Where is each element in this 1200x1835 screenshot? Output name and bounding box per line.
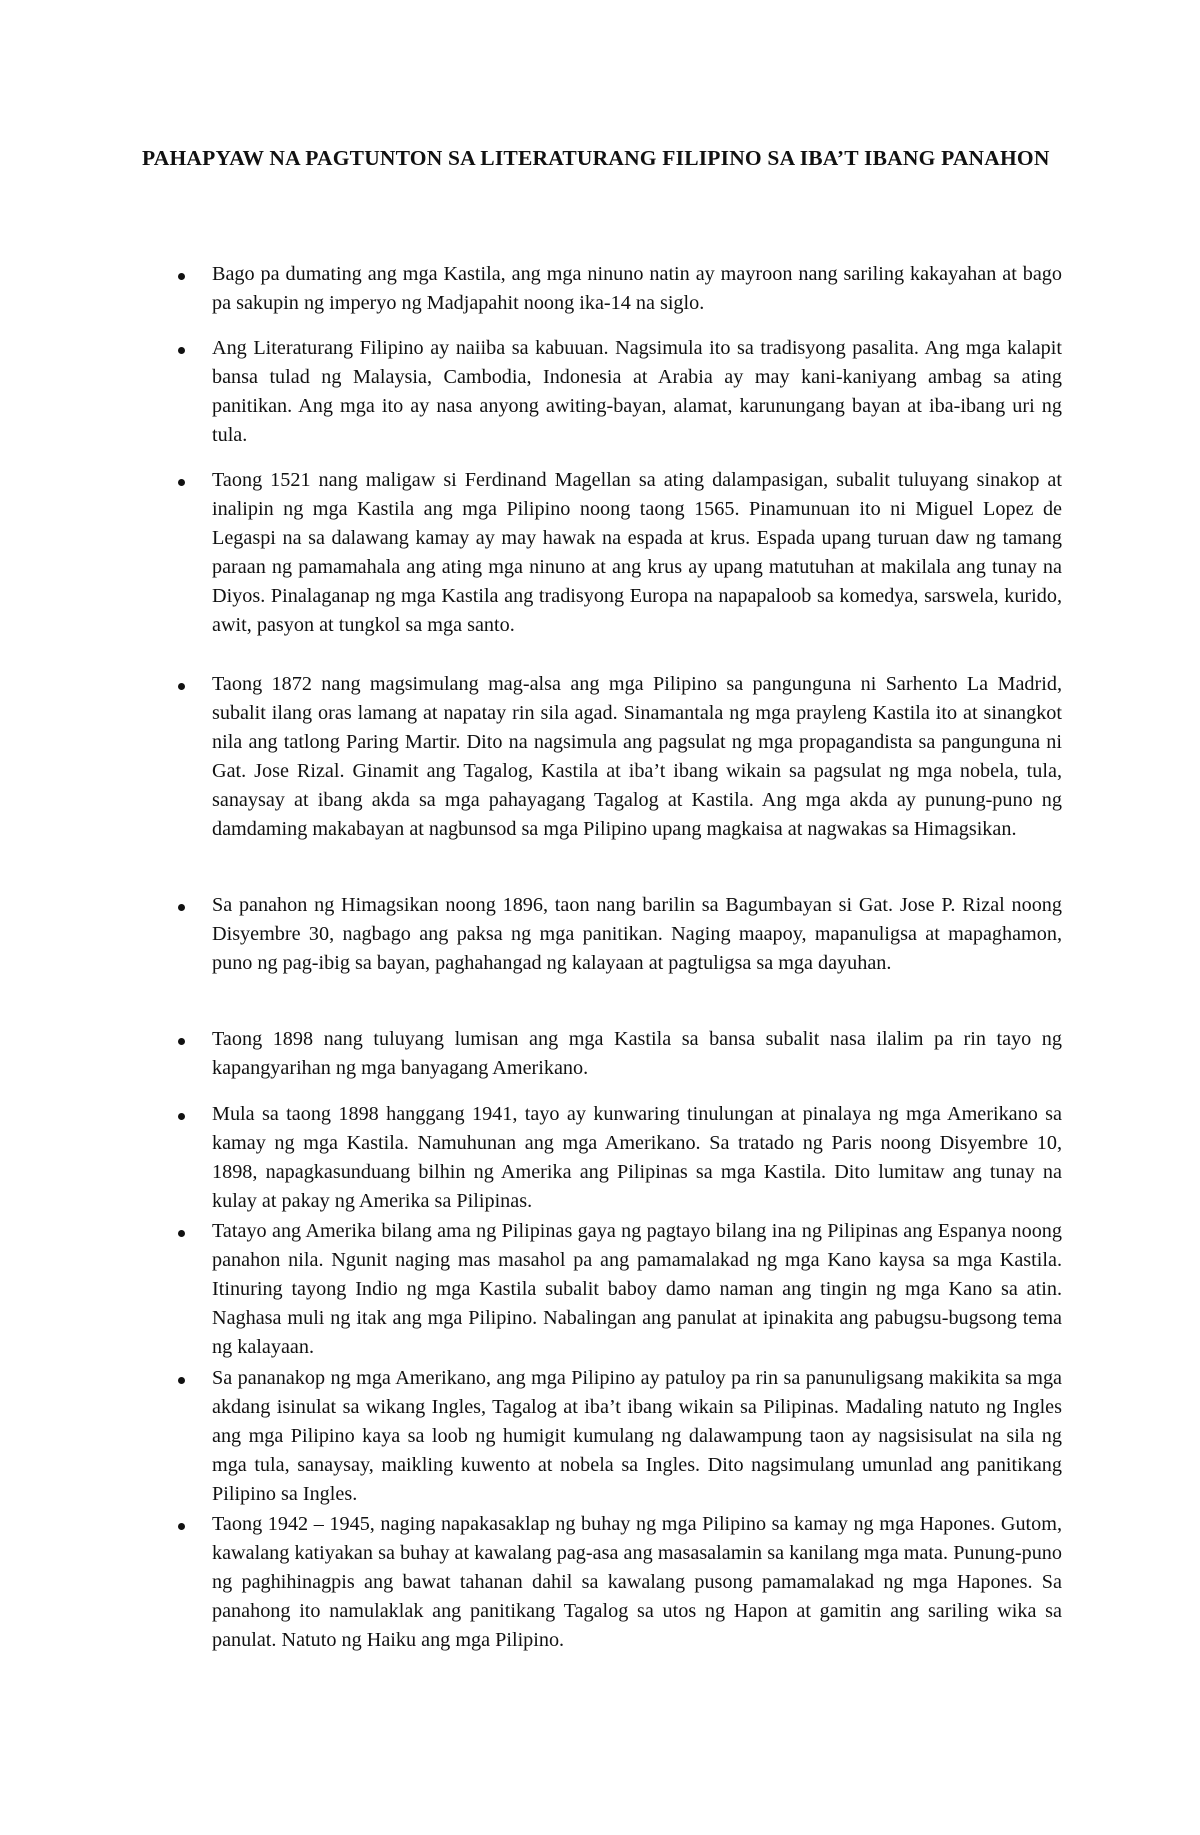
list-item	[212, 1364, 1062, 1509]
bullet-point	[178, 1113, 185, 1120]
list-item-text: Taong 1898 nang tuluyang lumisan ang mga Kastila sa bansa subalit nasa ilalim pa rin tayo ng kapangyarihan ng mga banyagang Amerikano.	[212, 1028, 1062, 1079]
bullet-point	[178, 347, 185, 354]
list-item-text: Tatayo ang Amerika bilang ama ng Pilipinas gaya ng pagtayo bilang ina ng Pilipinas ang Espanya noong panahon nila. Ngunit naging mas masahol pa ang pamamalakad ng mga Kano kaysa sa mga Kastila. Itinuring tayong Indio ng mga Kastila subalit baboy damo naman ang tingin ng mga Kano sa atin. Naghasa muli ng itak ang mga Pilipino. Nabalingan ang panulat at ipinakita ang pabugsu-bugsong tema ng kalayaan.	[212, 1220, 1062, 1358]
list-item	[212, 670, 1062, 843]
bullet-point	[178, 1230, 185, 1237]
list-item-text: Bago pa dumating ang mga Kastila, ang mga ninuno natin ay mayroon nang sariling kakayahan at bago pa sakupin ng imperyo ng Madjapahit noong ika-14 na siglo.	[212, 263, 1062, 314]
list-item-text: Sa pananakop ng mga Amerikano, ang mga Pilipino ay patuloy pa rin sa panunuligsang makikita sa mga akdang isinulat sa wikang Ingles, Tagalog at iba’t ibang wikain sa Pilipinas. Madaling natuto ng Ingles ang mga Pilipino kaya sa loob ng humigit kumulang ng dalawampung taon ay nagsisisulat na sila ng mga tula, sanaysay, maikling kuwento at nobela sa Ingles. Dito nagsimulang umunlad ang panitikang Pilipino sa Ingles.	[212, 1367, 1062, 1505]
list-item-text: Sa panahon ng Himagsikan noong 1896, taon nang barilin sa Bagumbayan si Gat. Jose P. Rizal noong Disyembre 30, nagbago ang paksa ng mga panitikan. Naging maapoy, mapanuligsa at mapaghamon, puno ng pag-ibig sa bayan, paghahangad ng kalayaan at pagtuligsa sa mga dayuhan.	[212, 894, 1062, 974]
bullet-point	[178, 273, 185, 280]
bullet-point	[178, 683, 185, 690]
bullet-point	[178, 904, 185, 911]
list-item	[212, 466, 1062, 639]
list-item-text: Taong 1521 nang maligaw si Ferdinand Magellan sa ating dalampasigan, subalit tuluyang sinakop at inalipin ng mga Kastila ang mga Pilipino noong taong 1565. Pinamunuan ito ni Miguel Lopez de Legaspi na sa dalawang kamay ay may hawak na espada at krus. Espada upang turuan daw ng tamang paraan ng pamamahala ang ating mga ninuno at ang krus ay upang matutuhan at makilala ang tunay na Diyos. Pinalaganap ng mga Kastila ang tradisyong Europa na napapaloob sa komedya, sarswela, kurido, awit, pasyon at tungkol sa mga santo.	[212, 469, 1062, 636]
list-item	[212, 1025, 1062, 1083]
list-item	[212, 891, 1062, 978]
bullet-point	[178, 1377, 185, 1384]
document-title: PAHAPYAW NA PAGTUNTON SA LITERATURANG FILIPINO SA IBA’T IBANG PANAHON	[142, 146, 1050, 170]
list-item-text: Taong 1872 nang magsimulang mag-alsa ang mga Pilipino sa pangunguna ni Sarhento La Madrid, subalit ilang oras lamang at napatay rin sila agad. Sinamantala ng mga prayleng Kastila ito at sinangkot nila ang tatlong Paring Martir. Dito na nagsimula ang pagsulat ng mga propagandista sa pangunguna ni Gat. Jose Rizal. Ginamit ang Tagalog, Kastila at iba’t ibang wikain sa pagsulat ng mga nobela, tula, sanaysay at ibang akda sa mga pahayagang Tagalog at Kastila. Ang mga akda ay punung-puno ng damdaming makabayan at nagbunsod sa mga Pilipino upang magkaisa at nagwakas sa Himagsikan.	[212, 673, 1062, 840]
list-item-text: Mula sa taong 1898 hanggang 1941, tayo ay kunwaring tinulungan at pinalaya ng mga Amerikano sa kamay ng mga Kastila. Namuhunan ang mga Amerikano. Sa tratado ng Paris noong Disyembre 10, 1898, napagkasunduang bilhin ng Amerika ang Pilipinas sa mga Kastila. Dito lumitaw ang tunay na kulay at pakay ng Amerika sa Pilipinas.	[212, 1103, 1062, 1212]
bullet-point	[178, 479, 185, 486]
list-item-text: Ang Literaturang Filipino ay naiiba sa kabuuan. Nagsimula ito sa tradisyong pasalita. Ang mga kalapit bansa tulad ng Malaysia, Cambodia, Indonesia at Arabia ay may kani-kaniyang ambag sa ating panitikan. Ang mga ito ay nasa anyong awiting-bayan, alamat, karunungang bayan at iba-ibang uri ng tula.	[212, 337, 1062, 446]
list-item-text: Taong 1942 – 1945, naging napakasaklap ng buhay ng mga Pilipino sa kamay ng mga Hapones. Gutom, kawalang katiyakan sa buhay at kawalang pag-asa ang masasalamin sa kanilang mga mata. Punung-puno ng paghihinagpis ang bawat tahanan dahil sa kawalang pusong pamamalakad ng mga Hapones. Sa panahong ito namulaklak ang panitikang Tagalog sa utos ng Hapon at gamitin ang sariling wika sa panulat. Natuto ng Haiku ang mga Pilipino.	[212, 1513, 1062, 1651]
bullet-point	[178, 1523, 185, 1530]
list-item	[212, 1217, 1062, 1362]
list-item	[212, 1510, 1062, 1655]
list-item	[212, 1100, 1062, 1216]
bullet-point	[178, 1038, 185, 1045]
list-item	[212, 334, 1062, 450]
list-item	[212, 260, 1062, 318]
